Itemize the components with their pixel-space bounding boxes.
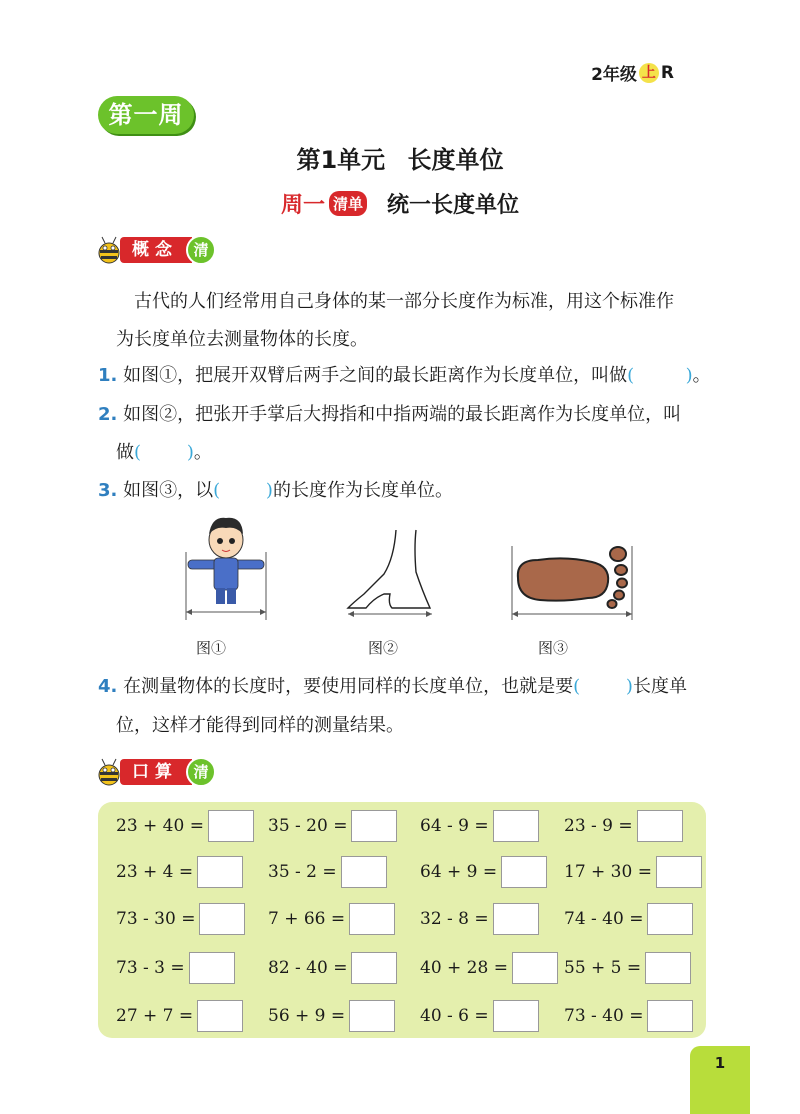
intro-line-1: 古代的人们经常用自己身体的某一部分长度作为标准，用这个标准作	[134, 291, 674, 312]
calc-item: 32 - 8 =	[420, 903, 539, 935]
answer-box[interactable]	[647, 1000, 693, 1032]
calc-item: 40 + 28 =	[420, 952, 558, 984]
answer-box[interactable]	[349, 1000, 395, 1032]
answer-box[interactable]	[351, 952, 397, 984]
question-3	[98, 472, 453, 510]
calc-item: 35 - 20 =	[268, 810, 397, 842]
figure-hand-span	[344, 528, 436, 622]
figure-2-caption: 图②	[368, 639, 399, 657]
calc-item: 27 + 7 =	[116, 1000, 243, 1032]
calc-item: 74 - 40 =	[564, 903, 693, 935]
figure-3-caption: 图③	[538, 639, 569, 657]
bee-icon	[94, 235, 124, 265]
answer-box[interactable]	[493, 810, 539, 842]
answer-blank-4[interactable]: ( )	[573, 676, 633, 697]
question-2-line-2	[116, 434, 212, 472]
question-4-end: 长度单	[632, 676, 687, 697]
day-topic: 统一长度单位	[387, 193, 520, 218]
footprint-icon	[508, 540, 636, 622]
calc-item: 56 + 9 =	[268, 1000, 395, 1032]
question-2-number: 2.	[98, 404, 118, 425]
answer-box[interactable]	[501, 856, 547, 888]
oral-section-tag	[94, 758, 216, 786]
concept-section-tag	[94, 236, 216, 264]
calc-item: 55 + 5 =	[564, 952, 691, 984]
calc-item: 73 - 30 =	[116, 903, 245, 935]
answer-blank-1[interactable]: ( )	[627, 365, 693, 386]
calc-item: 35 - 2 =	[268, 856, 387, 888]
question-2	[98, 396, 681, 434]
bee-icon	[94, 757, 124, 787]
question-3-text: 如图③，以	[123, 480, 214, 501]
answer-box[interactable]	[341, 856, 387, 888]
question-1-number: 1.	[98, 365, 118, 386]
question-1-end: 。	[692, 365, 711, 386]
intro-line-2: 为长度单位去测量物体的长度。	[116, 329, 368, 350]
child-arms-icon	[180, 512, 272, 622]
calc-item: 7 + 66 =	[268, 903, 395, 935]
answer-box[interactable]	[637, 810, 683, 842]
calc-item: 17 + 30 =	[564, 856, 702, 888]
question-4-line-2: 位，这样才能得到同样的测量结果。	[116, 715, 404, 736]
question-2-end: 。	[193, 442, 212, 463]
question-4-number: 4.	[98, 676, 118, 697]
answer-box[interactable]	[199, 903, 245, 935]
grade-label	[591, 60, 674, 85]
answer-box[interactable]	[197, 1000, 243, 1032]
figure-arm-span	[180, 512, 272, 622]
figure-1-caption: 图①	[196, 639, 227, 657]
question-2-text: 如图②，把张开手掌后大拇指和中指两端的最长距离作为长度单位，叫	[123, 404, 682, 425]
day-prefix: 周一	[280, 193, 325, 218]
answer-box[interactable]	[493, 1000, 539, 1032]
question-2-text-b: 做	[116, 442, 134, 463]
answer-box[interactable]	[647, 903, 693, 935]
answer-box[interactable]	[351, 810, 397, 842]
oral-circle: 清	[186, 757, 216, 787]
answer-box[interactable]	[645, 952, 691, 984]
question-1	[98, 357, 711, 395]
answer-blank-3[interactable]: ( )	[213, 480, 273, 501]
calc-item: 82 - 40 =	[268, 952, 397, 984]
grade-badge: 上	[639, 63, 659, 83]
answer-box[interactable]	[493, 903, 539, 935]
answer-box[interactable]	[512, 952, 558, 984]
calc-item: 73 - 40 =	[564, 1000, 693, 1032]
question-1-text: 如图①，把展开双臂后两手之间的最长距离作为长度单位，叫做	[123, 365, 628, 386]
question-3-end: 的长度作为长度单位。	[272, 480, 453, 501]
calc-item: 40 - 6 =	[420, 1000, 539, 1032]
oral-calc-panel	[98, 802, 706, 1038]
calc-item: 73 - 3 =	[116, 952, 235, 984]
calc-item: 64 - 9 =	[420, 810, 539, 842]
concept-label: 概念	[120, 237, 192, 263]
answer-box[interactable]	[208, 810, 254, 842]
calc-item: 23 + 40 =	[116, 810, 254, 842]
answer-box[interactable]	[189, 952, 235, 984]
answer-box[interactable]	[197, 856, 243, 888]
day-title	[0, 188, 800, 219]
figure-foot	[508, 540, 636, 622]
week-badge: 第一周	[98, 96, 194, 134]
calc-item: 64 + 9 =	[420, 856, 547, 888]
unit-title: 第1单元 长度单位	[296, 146, 504, 174]
question-4	[98, 668, 687, 706]
calc-item: 23 + 4 =	[116, 856, 243, 888]
grade-suffix: R	[660, 62, 674, 83]
hand-icon	[344, 528, 436, 622]
answer-box[interactable]	[656, 856, 702, 888]
grade-prefix: 2年级	[591, 65, 637, 85]
answer-blank-2[interactable]: ( )	[134, 442, 194, 463]
answer-box[interactable]	[349, 903, 395, 935]
oral-label: 口算	[120, 759, 192, 785]
day-badge: 清单	[329, 191, 367, 216]
question-3-number: 3.	[98, 480, 118, 501]
concept-circle: 清	[186, 235, 216, 265]
question-4-text: 在测量物体的长度时，要使用同样的长度单位，也就是要	[123, 676, 574, 697]
calc-item: 23 - 9 =	[564, 810, 683, 842]
page-number: 1	[690, 1046, 750, 1114]
